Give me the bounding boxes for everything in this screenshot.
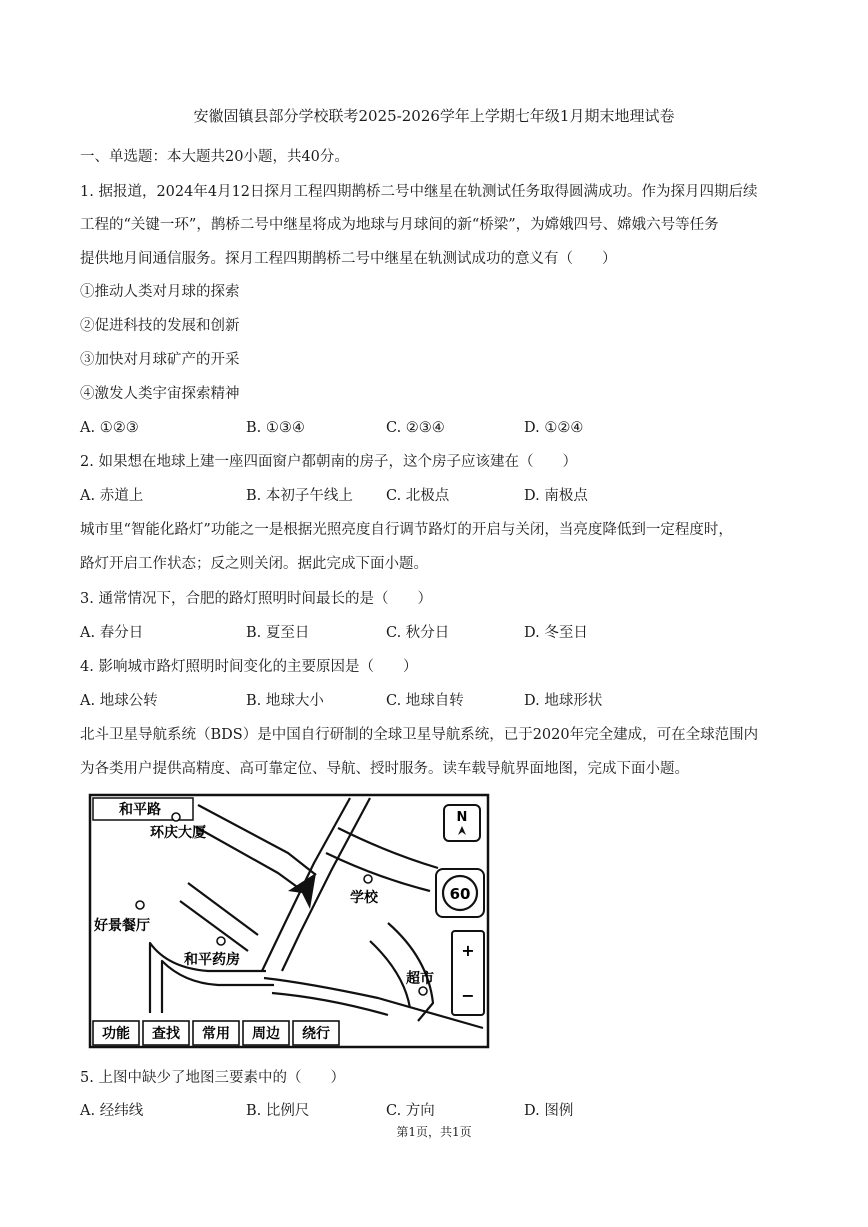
section-heading: 一、单选题：本大题共20小题，共40分。	[80, 149, 349, 165]
question-5-option-c[interactable]: C. 方向	[386, 1103, 435, 1119]
nav-button-common-label: 常用	[202, 1026, 230, 1042]
question-5-option-a[interactable]: A. 经纬线	[80, 1103, 144, 1119]
road-label: 和平路	[119, 802, 161, 818]
nav-button-nearby-label: 周边	[252, 1026, 280, 1042]
question-4-option-b[interactable]: B. 地球大小	[246, 693, 324, 709]
question-3-text: 3. 通常情况下，合肥的路灯照明时间最长的是（ ）	[80, 591, 432, 607]
passage-1-line-2: 路灯开启工作状态；反之则关闭。据此完成下面小题。	[80, 556, 428, 572]
place-dot-pharmacy	[217, 937, 225, 945]
nav-button-detour[interactable]	[293, 1021, 339, 1045]
question-1-item-1: ①推动人类对月球的探索	[80, 284, 240, 300]
question-1-item-2: ②促进科技的发展和创新	[80, 318, 240, 334]
passage-2-line-2: 为各类用户提供高精度、高可靠定位、导航、授时服务。读车载导航界面地图，完成下面小题。	[80, 761, 689, 777]
nav-button-function[interactable]	[93, 1021, 139, 1045]
car-navigation-map	[88, 793, 492, 1049]
question-4-text: 4. 影响城市路灯照明时间变化的主要原因是（ ）	[80, 659, 418, 675]
question-3-option-c[interactable]: C. 秋分日	[386, 625, 450, 641]
question-4-option-c[interactable]: C. 地球自转	[386, 693, 464, 709]
question-1-option-b[interactable]: B. ①③④	[246, 420, 305, 436]
nav-button-search[interactable]	[143, 1021, 189, 1045]
place-label-school: 学校	[350, 890, 378, 906]
question-2-option-d[interactable]: D. 南极点	[524, 488, 588, 504]
compass-north-label: N	[456, 810, 468, 825]
question-2-text: 2. 如果想在地球上建一座四面窗户都朝南的房子，这个房子应该建在（ ）	[80, 454, 577, 470]
zoom-out-button[interactable]: −	[461, 986, 475, 1005]
question-1-item-3: ③加快对月球矿产的开采	[80, 352, 240, 368]
nav-button-nearby[interactable]	[243, 1021, 289, 1045]
question-5-text: 5. 上图中缺少了地图三要素中的（ ）	[80, 1070, 345, 1086]
question-2-option-b[interactable]: B. 本初子午线上	[246, 488, 353, 504]
question-4-option-a[interactable]: A. 地球公转	[80, 693, 158, 709]
passage-2-line-1: 北斗卫星导航系统（BDS）是中国自行研制的全球卫星导航系统，已于2020年完全建成，可在全球范围内	[80, 727, 759, 743]
place-label-pharmacy: 和平药房	[184, 952, 240, 968]
nav-button-function-label: 功能	[102, 1026, 130, 1042]
question-2-option-c[interactable]: C. 北极点	[386, 488, 450, 504]
question-1-line-2: 工程的“关键一环”，鹊桥二号中继星将成为地球与月球间的新“桥梁”，为嫦娥四号、嫦娥六号等任务	[80, 217, 719, 233]
question-3-option-b[interactable]: B. 夏至日	[246, 625, 310, 641]
question-1-option-d[interactable]: D. ①②④	[524, 420, 584, 436]
place-dot-huanqing	[172, 813, 180, 821]
question-1-option-a[interactable]: A. ①②③	[80, 420, 139, 436]
question-1-line-1: 1. 据报道，2024年4月12日探月工程四期鹊桥二号中继星在轨测试任务取得圆满成功。作为探月四期后续	[80, 184, 758, 200]
question-3-option-a[interactable]: A. 春分日	[80, 625, 144, 641]
question-1-line-3: 提供地月间通信服务。探月工程四期鹊桥二号中继星在轨测试成功的意义有（ ）	[80, 251, 617, 267]
question-2-option-a[interactable]: A. 赤道上	[80, 488, 144, 504]
place-label-supermarket: 超市	[406, 971, 434, 987]
nav-button-search-label: 查找	[152, 1026, 180, 1042]
place-label-haojing: 好景餐厅	[94, 918, 150, 934]
question-1-option-c[interactable]: C. ②③④	[386, 420, 445, 436]
nav-button-common[interactable]	[193, 1021, 239, 1045]
page-title: 安徽固镇县部分学校联考2025-2026学年上学期七年级1月期末地理试卷	[193, 107, 675, 125]
nav-button-detour-label: 绕行	[302, 1026, 330, 1042]
zoom-in-button[interactable]: +	[461, 941, 475, 960]
question-4-option-d[interactable]: D. 地球形状	[524, 693, 603, 709]
question-5-option-d[interactable]: D. 图例	[524, 1103, 574, 1119]
place-label-huanqing: 环庆大厦	[150, 825, 206, 841]
place-dot-supermarket	[419, 987, 427, 995]
place-dot-haojing	[136, 901, 144, 909]
question-1-item-4: ④激发人类宇宙探索精神	[80, 386, 240, 402]
place-dot-school	[364, 875, 372, 883]
speed-limit-value: 60	[449, 885, 471, 903]
question-3-option-d[interactable]: D. 冬至日	[524, 625, 588, 641]
page-footer: 第1页，共1页	[396, 1125, 472, 1139]
question-5-option-b[interactable]: B. 比例尺	[246, 1103, 310, 1119]
passage-1-line-1: 城市里“智能化路灯”功能之一是根据光照亮度自行调节路灯的开启与关闭，当亮度降低到一定程度时，	[80, 522, 733, 538]
